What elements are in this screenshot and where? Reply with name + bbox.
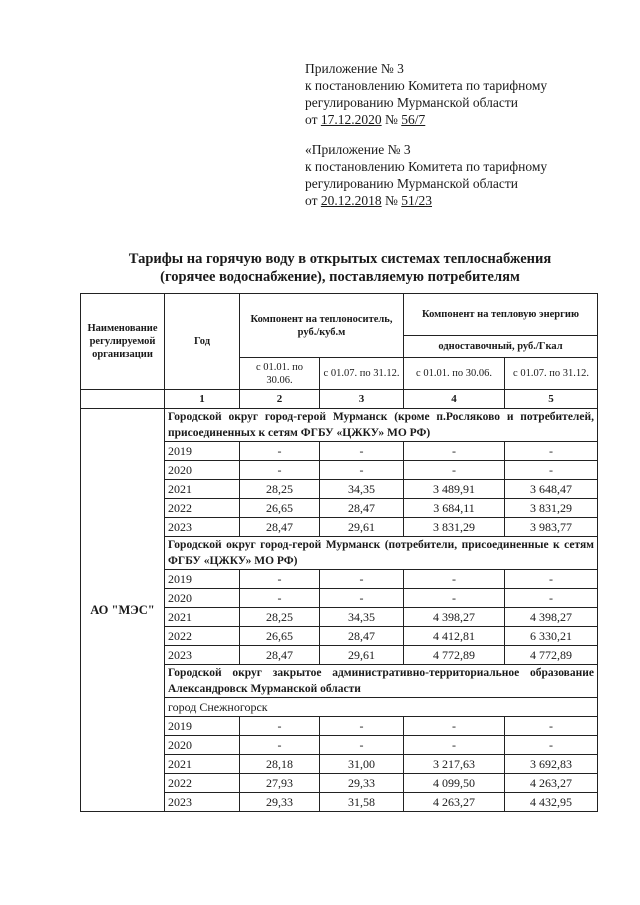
tariff-value-cell: 28,25 (240, 480, 320, 499)
tariff-value-cell: - (240, 589, 320, 608)
tariff-value-cell: 28,47 (240, 518, 320, 537)
tariff-value-cell: 34,35 (320, 480, 404, 499)
tariff-value-cell: - (320, 570, 404, 589)
number-prefix: № (381, 112, 402, 127)
territory-title: Городской округ закрытое административно-территориальное образование Александровск Мурманской области (165, 665, 598, 698)
tariff-value-cell: 3 983,77 (505, 518, 598, 537)
year-cell: 2021 (165, 480, 240, 499)
year-cell: 2023 (165, 646, 240, 665)
tariff-value-cell: 4 398,27 (505, 608, 598, 627)
tariff-value-cell: 34,35 (320, 608, 404, 627)
tariff-value-cell: - (320, 442, 404, 461)
tariff-value-cell: 4 772,89 (404, 646, 505, 665)
decree-number: 51/23 (401, 193, 433, 208)
document-title (60, 250, 620, 286)
appendix-header-current (305, 60, 625, 128)
tariff-value-cell: 4 772,89 (505, 646, 598, 665)
tariff-value-cell: 27,93 (240, 774, 320, 793)
tariff-value-cell: - (320, 736, 404, 755)
tariff-value-cell: 28,47 (240, 646, 320, 665)
year-cell: 2020 (165, 736, 240, 755)
header-carrier-component: Компонент на теплоноситель, руб./куб.м (240, 294, 404, 358)
tariff-value-cell: 28,47 (320, 499, 404, 518)
decree-number: 56/7 (401, 112, 426, 127)
tariff-value-cell: 3 831,29 (404, 518, 505, 537)
tariff-value-cell: - (505, 589, 598, 608)
index-cell: 4 (404, 390, 505, 409)
index-cell (81, 390, 165, 409)
title-line: (горячее водоснабжение), поставляемую потребителям (160, 269, 520, 285)
tariff-value-cell: 4 099,50 (404, 774, 505, 793)
tariff-value-cell: 3 831,29 (505, 499, 598, 518)
tariff-value-cell: - (240, 570, 320, 589)
tariff-value-cell: - (404, 570, 505, 589)
year-cell: 2019 (165, 570, 240, 589)
tariff-value-cell: - (240, 442, 320, 461)
index-cell: 1 (165, 390, 240, 409)
tariff-value-cell: - (240, 461, 320, 480)
header-energy-component: Компонент на тепловую энергию (404, 294, 598, 336)
year-cell: 2022 (165, 627, 240, 646)
tariff-value-cell: 3 692,83 (505, 755, 598, 774)
index-cell: 2 (240, 390, 320, 409)
tariff-value-cell: - (240, 736, 320, 755)
tariff-value-cell: 3 684,11 (404, 499, 505, 518)
index-cell: 5 (505, 390, 598, 409)
tariff-value-cell: - (320, 461, 404, 480)
appendix-line: к постановлению Комитета по тарифному (305, 159, 548, 174)
tariff-value-cell: - (404, 461, 505, 480)
number-prefix: № (381, 193, 402, 208)
group-header-row (81, 409, 598, 442)
organization-name: АО "МЭС" (81, 409, 165, 812)
tariff-value-cell: 4 263,27 (404, 793, 505, 812)
tariff-value-cell: - (320, 717, 404, 736)
tariff-value-cell: 26,65 (240, 627, 320, 646)
year-cell: 2020 (165, 589, 240, 608)
tariff-value-cell: - (505, 570, 598, 589)
year-cell: 2020 (165, 461, 240, 480)
date-prefix: от (305, 193, 321, 208)
year-cell: 2022 (165, 499, 240, 518)
column-index-row (81, 390, 598, 409)
header-period: с 01.07. по 31.12. (320, 358, 404, 390)
tariff-value-cell: - (404, 736, 505, 755)
header-energy-rate: одноставочный, руб./Гкал (404, 336, 598, 358)
appendix-line: регулированию Мурманской области (305, 176, 518, 191)
tariff-value-cell: 31,00 (320, 755, 404, 774)
appendix-header-original (305, 141, 625, 209)
appendix-line: регулированию Мурманской области (305, 95, 518, 110)
header-period: с 01.07. по 31.12. (505, 358, 598, 390)
appendix-line: Приложение № 3 (305, 61, 404, 76)
tariff-value-cell: 29,61 (320, 646, 404, 665)
territory-subtitle: город Снежногорск (165, 698, 598, 717)
header-period: с 01.01. по 30.06. (404, 358, 505, 390)
tariff-value-cell: - (240, 717, 320, 736)
tariff-value-cell: - (404, 442, 505, 461)
tariff-value-cell: - (505, 461, 598, 480)
index-cell: 3 (320, 390, 404, 409)
year-cell: 2021 (165, 608, 240, 627)
tariff-value-cell: 29,33 (240, 793, 320, 812)
territory-title: Городской округ город-герой Мурманск (кроме п.Росляково и потребителей, присоединенных к сетям ФГБУ «ЦЖКУ» МО РФ) (165, 409, 598, 442)
tariff-value-cell: 29,61 (320, 518, 404, 537)
header-organization: Наименование регулируемой организации (81, 294, 165, 390)
title-line: Тарифы на горячую воду в открытых системах теплоснабжения (128, 251, 552, 267)
tariff-value-cell: 4 398,27 (404, 608, 505, 627)
decree-date: 20.12.2018 (320, 193, 382, 208)
tariff-table (80, 293, 598, 812)
tariff-value-cell: 4 263,27 (505, 774, 598, 793)
tariff-value-cell: - (404, 717, 505, 736)
appendix-line: к постановлению Комитета по тарифному (305, 78, 548, 93)
tariff-value-cell: 6 330,21 (505, 627, 598, 646)
tariff-value-cell: 4 432,95 (505, 793, 598, 812)
tariff-value-cell: - (320, 589, 404, 608)
tariff-value-cell: 28,47 (320, 627, 404, 646)
tariff-value-cell: 28,18 (240, 755, 320, 774)
tariff-value-cell: - (505, 717, 598, 736)
tariff-value-cell: 3 217,63 (404, 755, 505, 774)
tariff-value-cell: - (505, 736, 598, 755)
year-cell: 2023 (165, 518, 240, 537)
tariff-value-cell: 29,33 (320, 774, 404, 793)
territory-title: Городской округ город-герой Мурманск (потребители, присоединенные к сетям ФГБУ «ЦЖКУ» МО РФ) (165, 537, 598, 570)
tariff-value-cell: - (404, 589, 505, 608)
tariff-value-cell: 31,58 (320, 793, 404, 812)
tariff-value-cell: 26,65 (240, 499, 320, 518)
header-year: Год (165, 294, 240, 390)
tariff-value-cell: 3 648,47 (505, 480, 598, 499)
year-cell: 2019 (165, 442, 240, 461)
year-cell: 2019 (165, 717, 240, 736)
appendix-date-line (305, 111, 625, 128)
tariff-value-cell: 4 412,81 (404, 627, 505, 646)
appendix-line: «Приложение № 3 (305, 142, 411, 157)
decree-date: 17.12.2020 (320, 112, 382, 127)
header-period: с 01.01. по 30.06. (240, 358, 320, 390)
document-headers (305, 60, 625, 222)
tariff-value-cell: 28,25 (240, 608, 320, 627)
year-cell: 2021 (165, 755, 240, 774)
year-cell: 2023 (165, 793, 240, 812)
year-cell: 2022 (165, 774, 240, 793)
date-prefix: от (305, 112, 321, 127)
tariff-value-cell: - (505, 442, 598, 461)
appendix-date-line (305, 192, 625, 209)
tariff-value-cell: 3 489,91 (404, 480, 505, 499)
